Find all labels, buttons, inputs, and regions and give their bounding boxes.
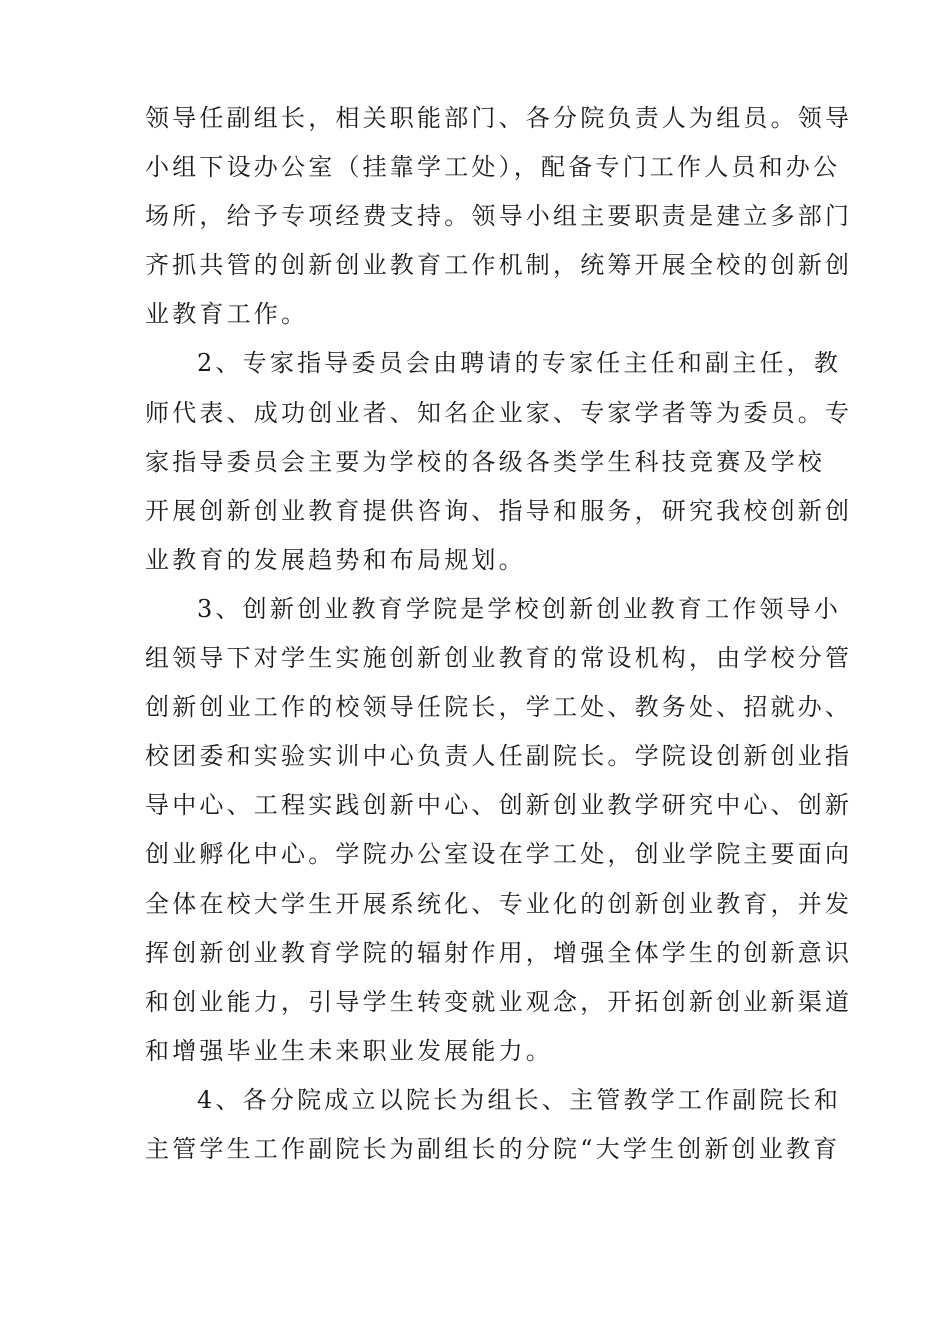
text-line: 场所，给予专项经费支持。领导小组主要职责是建立多部门 (145, 202, 853, 231)
text-line: 业教育工作。 (145, 300, 309, 329)
text-line: 主管学生工作副院长为副组长的分院“大学生创新创业教育 (145, 1134, 841, 1163)
document-body (145, 94, 853, 1174)
text-line: 2、专家指导委员会由聘请的专家任主任和副主任，教 (197, 349, 842, 378)
text-line: 导中心、工程实践创新中心、创新创业教学研究中心、创新 (145, 791, 853, 820)
text-line: 3、创新创业教育学院是学校创新创业教育工作领导小 (197, 594, 842, 623)
text-line: 和增强毕业生未来职业发展能力。 (145, 1036, 553, 1065)
text-line: 家指导委员会主要为学校的各级各类学生科技竞赛及学校 (145, 447, 825, 476)
text-line: 师代表、成功创业者、知名企业家、专家学者等为委员。专 (145, 398, 853, 427)
text-line: 齐抓共管的创新创业教育工作机制，统筹开展全校的创新创 (145, 251, 853, 280)
text-line: 和创业能力，引导学生转变就业观念，开拓创新创业新渠道 (145, 987, 853, 1016)
text-line: 挥创新创业教育学院的辐射作用，增强全体学生的创新意识 (145, 938, 853, 967)
text-line: 创新创业工作的校领导任院长，学工处、教务处、招就办、 (145, 693, 853, 722)
paragraph-expert-committee (145, 339, 853, 584)
paragraph-innovation-college (145, 585, 853, 1076)
paragraph-branch-colleges (145, 1076, 842, 1174)
text-line: 领导任副组长，相关职能部门、各分院负责人为组员。领导 (145, 104, 853, 132)
text-line: 小组下设办公室（挂靠学工处），配备专门工作人员和办公 (145, 153, 841, 182)
text-line: 业教育的发展趋势和布局规划。 (145, 545, 526, 574)
text-line: 校团委和实验实训中心负责人任副院长。学院设创新创业指 (145, 742, 853, 771)
text-line: 创业孵化中心。学院办公室设在学工处，创业学院主要面向 (145, 840, 853, 869)
text-line: 开展创新创业教育提供咨询、指导和服务，研究我校创新创 (145, 496, 853, 525)
text-line: 组领导下对学生实施创新创业教育的常设机构，由学校分管 (145, 644, 853, 673)
text-line: 4、各分院成立以院长为组长、主管教学工作副院长和 (197, 1085, 842, 1114)
paragraph-leadership-group (145, 94, 853, 339)
text-line: 全体在校大学生开展系统化、专业化的创新创业教育，并发 (145, 889, 853, 918)
